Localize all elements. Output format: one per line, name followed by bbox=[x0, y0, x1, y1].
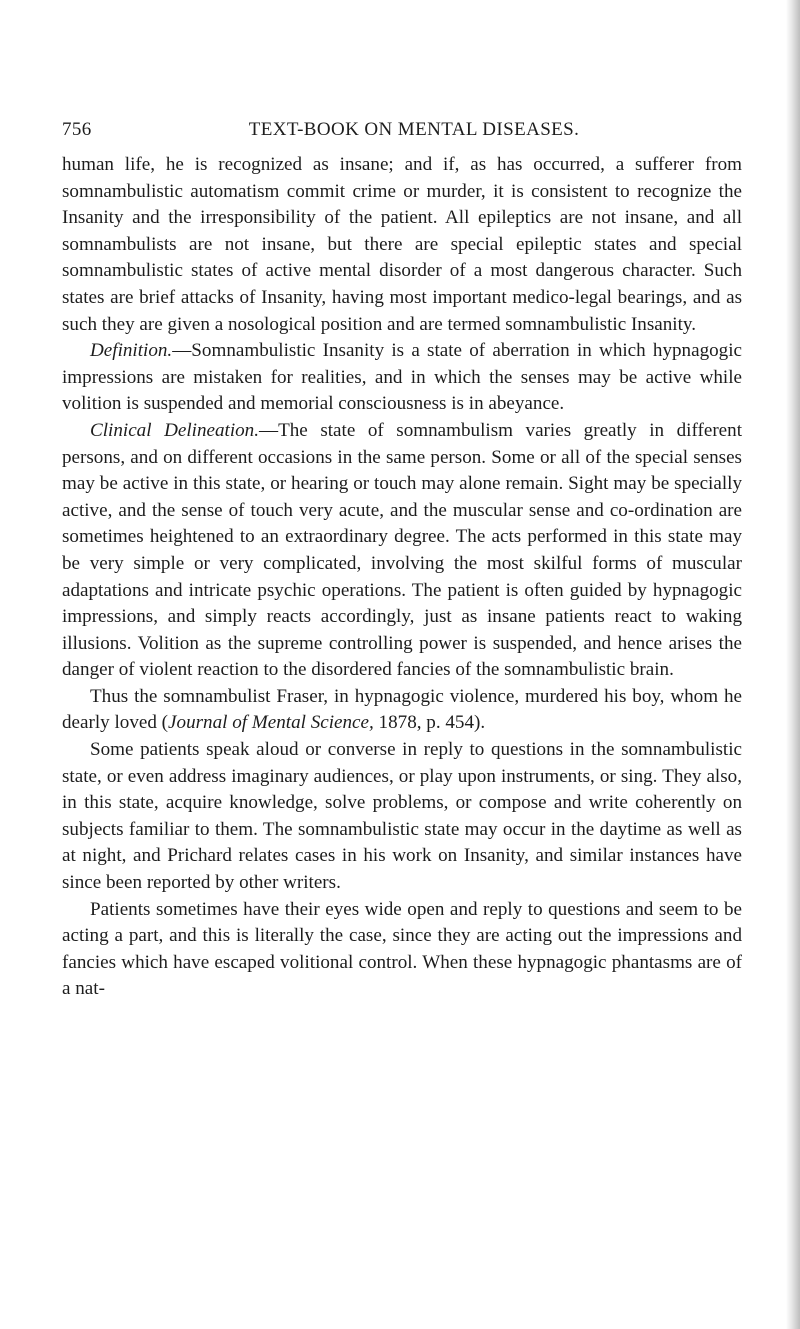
paragraph-fraser-case bbox=[62, 684, 742, 737]
paragraph-eyes-open bbox=[62, 897, 742, 1003]
paragraph-text: 1878, p. 454). bbox=[373, 712, 486, 734]
body-text bbox=[62, 152, 742, 1003]
paragraph-text: —The state of somnambulism varies greatly in different persons, and on different occasions in the same person. Some or all of the special senses may be active in this state, or hearing or touch may alone remain. Sight may be specially active, and the sense of touch very acute, and the muscular sense and co-ordination are sometimes heightened to an extraordinary degree. The acts performed in this state may be very simple or very complicated, involving the most skilful forms of muscular adaptations and intricate psychic operations. The patient is often guided by hypnagogic impressions, and simply reacts accordingly, just as insane patients react to waking illusions. Volition as the supreme controlling power is suspended, and hence arises the danger of violent reaction to the disordered fancies of the somnambulistic brain. bbox=[62, 419, 742, 681]
page-edge-shadow bbox=[786, 0, 800, 1329]
book-page bbox=[62, 112, 742, 1003]
paragraph-text: —Somnambulistic Insanity is a state of aberration in which hypnagogic impressions are mistaken for realities, and in which the senses may be active while volition is suspended and memorial consciousness is in abeyance. bbox=[62, 340, 742, 415]
paragraph-definition bbox=[62, 338, 742, 418]
paragraph-text: Patients sometimes have their eyes wide open and reply to questions and seem to be acting a part, and this is literally the case, since they are acting out the impressions and fancies which have escaped volitional control. When these hypnagogic phantasms are of a nat- bbox=[62, 898, 742, 1000]
run-in-heading-clinical-delineation: Clinical Delineation. bbox=[90, 419, 259, 441]
page-number: 756 bbox=[62, 119, 92, 140]
run-in-heading-definition: Definition. bbox=[90, 340, 173, 362]
paragraph-text: human life, he is recognized as insane; and if, as has occurred, a sufferer from somnambulistic automatism commit crime or murder, it is consistent to recognize the Insanity and the irresponsibility of the patient. All epileptics are not insane, and all somnambulists are not insane, but there are special epileptic states and special somnambulistic states of active mental disorder of a most dangerous character. Such states are brief attacks of Insanity, having most important medico-legal bearings, and as such they are given a nosological position and are termed somnambulistic Insanity. bbox=[62, 154, 742, 335]
paragraph-text: Thus the somnambulist Fraser, in hypnagogic violence, murdered his boy, whom he dearly loved ( bbox=[62, 685, 742, 734]
paragraph-speech-acts bbox=[62, 737, 742, 897]
journal-citation: Journal of Mental Science, bbox=[168, 712, 374, 734]
running-title: TEXT-BOOK ON MENTAL DISEASES. bbox=[248, 119, 580, 140]
paragraph-clinical-delineation bbox=[62, 418, 742, 684]
paragraph-continuation bbox=[62, 152, 742, 338]
running-head bbox=[62, 112, 742, 152]
paragraph-text: Some patients speak aloud or converse in reply to questions in the somnambulistic state, or even address imaginary audiences, or play upon instruments, or sing. They also, in this state, acquire knowledge, solve problems, or compose and write coherently on subjects familiar to them. The somnambulistic state may occur in the daytime as well as at night, and Prichard relates cases in his work on Insanity, and similar instances have since been reported by other writers. bbox=[62, 739, 742, 894]
